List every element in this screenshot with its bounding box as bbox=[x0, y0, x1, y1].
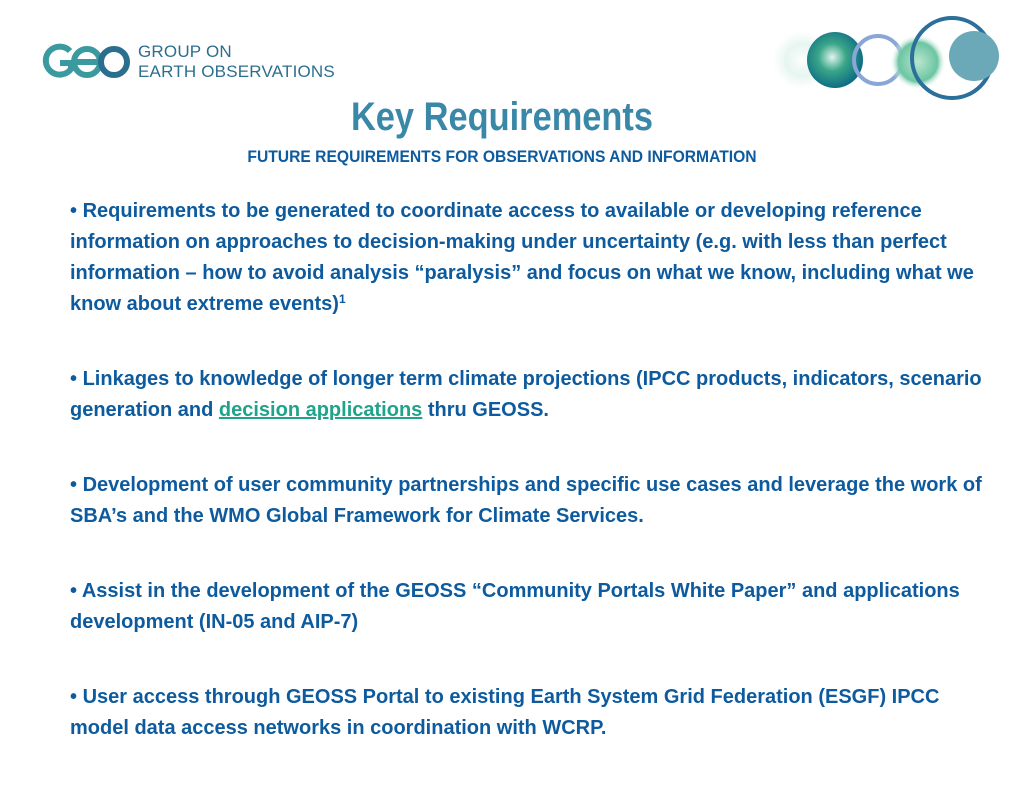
footnote-marker: 1 bbox=[338, 292, 346, 306]
bullet-text: Requirements to be generated to coordinate access to available or developing reference information on approaches to decision-making under uncertainty (e.g. with less than perfect information – how to avoid analysis “paralysis” and focus on what we know, including what we know about extreme events) bbox=[70, 200, 974, 315]
bullet-marker: • bbox=[70, 686, 78, 708]
bullet-item bbox=[70, 196, 1000, 320]
bullet-text: Assist in the development of the GEOSS “Community Portals White Paper” and applications development (IN-05 and AIP-7) bbox=[70, 580, 960, 633]
slide-title: Key Requirements bbox=[350, 95, 654, 139]
bullet-marker: • bbox=[70, 368, 78, 390]
bullet-text: Development of user community partnerships and specific use cases and leverage the work of SBA’s and the WMO Global Framework for Climate Services. bbox=[70, 474, 982, 527]
bullet-marker: • bbox=[70, 580, 78, 602]
bullet-item bbox=[70, 470, 1000, 532]
bullet-item bbox=[70, 364, 1000, 426]
geo-logo-icon bbox=[40, 42, 132, 82]
bullet-item bbox=[70, 576, 1000, 638]
logo-line-1: GROUP ON bbox=[138, 42, 232, 61]
logo-line-2: EARTH OBSERVATIONS bbox=[138, 62, 335, 81]
geo-logo bbox=[40, 40, 335, 84]
bullet-list bbox=[70, 196, 1000, 788]
bullet-marker: • bbox=[70, 200, 78, 222]
slide-subtitle: FUTURE REQUIREMENTS FOR OBSERVATIONS AND INFORMATION bbox=[247, 147, 757, 166]
decision-applications-link[interactable]: decision applications bbox=[218, 399, 423, 421]
bullet-text: Linkages to knowledge of longer term climate projections (IPCC products, indicators, scenario generation and bbox=[70, 368, 982, 421]
bullet-text: User access through GEOSS Portal to existing Earth System Grid Federation (ESGF) IPCC model data access networks in coordination with WCRP. bbox=[70, 686, 940, 739]
logo-text bbox=[138, 42, 335, 82]
bullet-text-tail: thru GEOSS. bbox=[422, 399, 549, 421]
bullet-marker: • bbox=[70, 474, 78, 496]
bullet-item bbox=[70, 682, 1000, 744]
